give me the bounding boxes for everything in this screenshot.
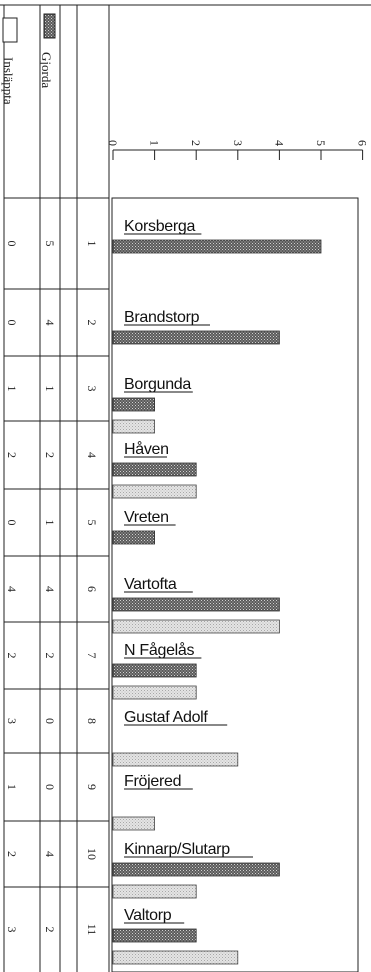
bar-gjorda (113, 463, 196, 476)
table-cell-inslappta: 1 (5, 385, 19, 392)
table-cell-gjorda: 4 (43, 851, 57, 857)
table-cell-inslappta: 1 (5, 784, 19, 790)
bar-gjorda (113, 598, 279, 611)
bar-gjorda (113, 531, 155, 544)
table-cell-row-number: 9 (85, 784, 99, 790)
table-cell-gjorda: 1 (43, 519, 57, 526)
table-cell-inslappta: 0 (5, 519, 19, 526)
category-label: Kinnarp/Slutarp (124, 841, 230, 858)
bar-inslappta (113, 485, 196, 498)
axis-tick-label: 6 (355, 140, 370, 146)
table-cell-inslappta: 2 (5, 851, 19, 857)
category-label: Valtorp (124, 907, 172, 924)
table-cell-row-number: 1 (85, 240, 99, 247)
table-cell-row-number: 5 (85, 519, 99, 526)
bar-gjorda (113, 240, 321, 253)
bar-inslappta (113, 753, 238, 766)
table-cell-gjorda: 0 (43, 718, 57, 724)
bar-inslappta (113, 817, 155, 830)
category-label: Vartofta (124, 576, 177, 593)
axis-tick-label: 4 (272, 140, 287, 146)
axis-tick-label: 3 (230, 140, 245, 146)
table-cell-inslappta: 0 (5, 319, 19, 326)
table-cells (5, 241, 99, 936)
axis-tick-label: 2 (189, 140, 204, 146)
legend-swatch-insläppta (3, 18, 17, 42)
category-label: N Fågelås (124, 642, 195, 659)
bar-inslappta (113, 686, 196, 699)
bar-gjorda (113, 929, 196, 942)
table-cell-gjorda: 2 (43, 652, 57, 659)
category-label: Borgunda (124, 376, 191, 393)
bar-gjorda (113, 664, 196, 677)
bar-inslappta (113, 885, 196, 898)
table-cell-inslappta: 2 (5, 652, 19, 659)
value-axis (106, 140, 370, 160)
table-cell-gjorda: 4 (43, 586, 57, 592)
axis-tick-label: 5 (314, 140, 328, 146)
table-cell-row-number: 3 (85, 385, 99, 392)
bar-inslappta (113, 951, 238, 964)
table-cell-gjorda: 4 (43, 319, 57, 326)
table-cell-gjorda: 0 (43, 784, 57, 790)
table-cell-gjorda: 5 (43, 240, 57, 247)
category-label: Brandstorp (124, 309, 200, 326)
table-cell-inslappta: 0 (5, 240, 19, 247)
axis-tick-label: 0 (106, 140, 120, 146)
legend-label-insläppta: Insläppta (1, 57, 16, 105)
table-cell-gjorda: 2 (43, 926, 57, 933)
category-label: Fröjered (124, 773, 182, 790)
legend-label-gjorda: Gjorda (39, 52, 54, 89)
table-cell-gjorda: 2 (43, 452, 57, 458)
table-cell-inslappta: 3 (5, 926, 19, 933)
category-label: Håven (124, 441, 169, 458)
bar-gjorda (113, 863, 279, 876)
table-cell-row-number: 6 (85, 586, 99, 592)
table-cell-row-number: 4 (85, 452, 99, 458)
table-cell-inslappta: 2 (5, 452, 19, 458)
table-cell-row-number: 2 (85, 319, 99, 326)
bar-inslappta (113, 420, 155, 433)
bar-inslappta (113, 620, 279, 633)
category-label: Vreten (124, 509, 169, 526)
table-cell-row-number: 7 (85, 652, 99, 659)
axis-tick-label: 1 (147, 140, 162, 146)
table-cell-row-number: 8 (85, 718, 99, 724)
bar-gjorda (113, 331, 279, 344)
legend-swatch-gjorda (44, 14, 55, 38)
category-label: Korsberga (124, 218, 196, 235)
table-cell-inslappta: 4 (5, 586, 19, 592)
bar-gjorda (113, 398, 155, 411)
table-cell-row-number: 10 (85, 848, 99, 860)
table-cell-gjorda: 1 (43, 385, 57, 392)
table-cell-row-number: 11 (85, 923, 99, 936)
category-label: Gustaf Adolf (124, 709, 208, 726)
table-cell-inslappta: 3 (5, 718, 19, 724)
